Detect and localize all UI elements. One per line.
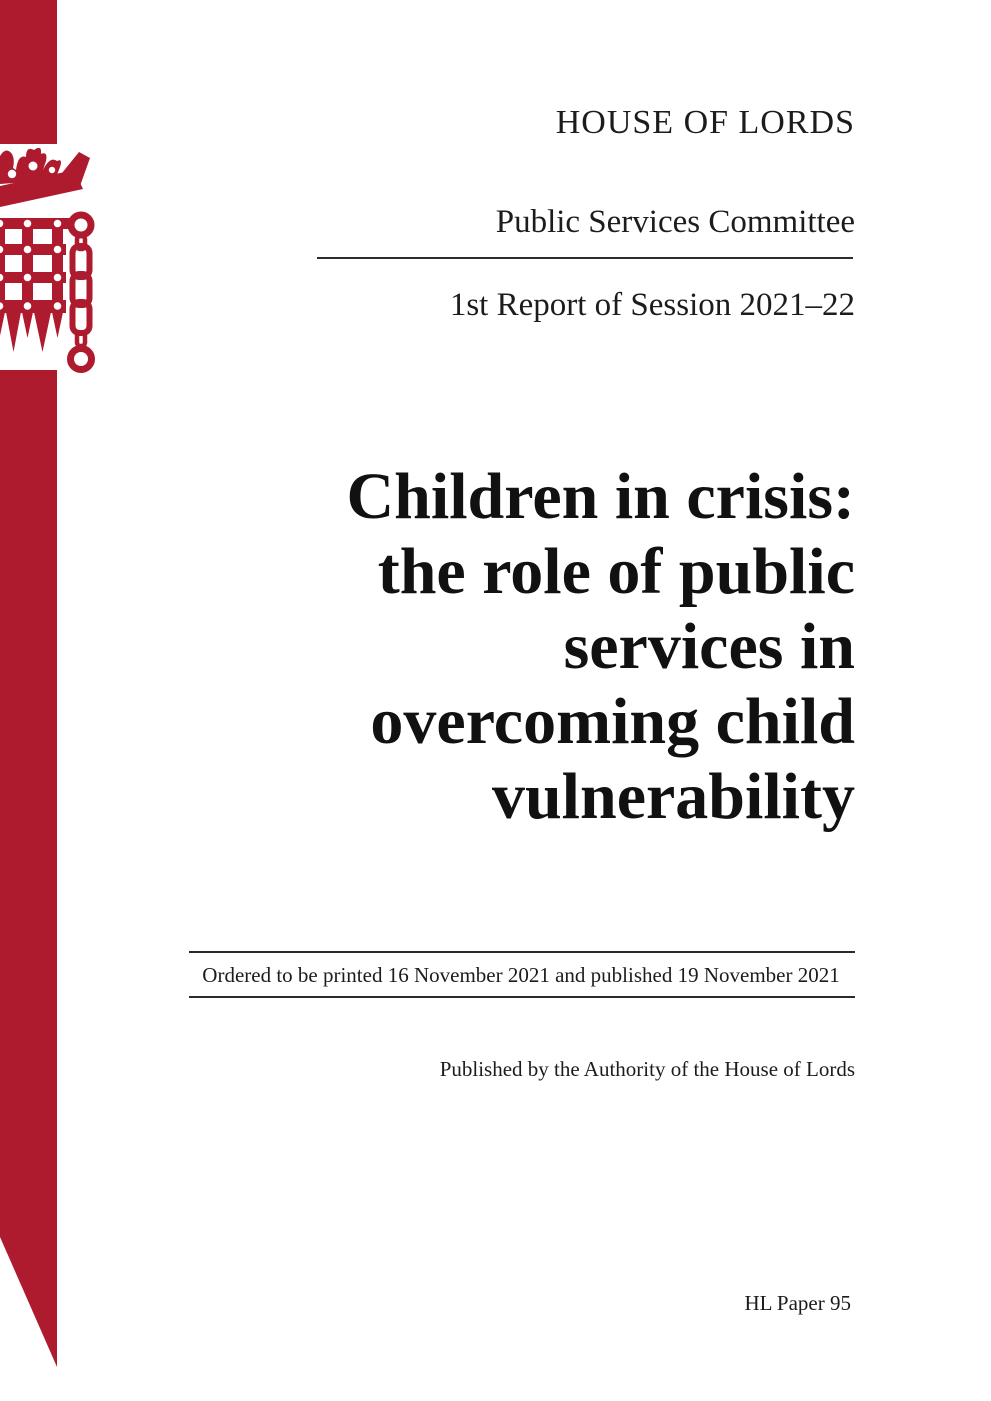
report-title-line-2: the role of public	[377, 535, 855, 608]
report-title-line-3: services in	[563, 610, 855, 683]
report-title-line-5: vulnerability	[491, 760, 855, 833]
red-ribbon-top	[0, 0, 57, 144]
header-divider-rule	[317, 257, 853, 259]
paper-number: HL Paper 95	[744, 1291, 851, 1315]
report-title	[346, 459, 855, 834]
report-title-line-4: overcoming child	[370, 685, 855, 758]
session-report-line: 1st Report of Session 2021–22	[449, 287, 855, 323]
order-to-print-line: Ordered to be printed 16 November 2021 and published 19 November 2021	[202, 963, 840, 987]
committee-name: Public Services Committee	[495, 204, 855, 240]
portcullis-icon	[0, 148, 100, 376]
house-of-lords-logo	[0, 148, 100, 376]
imprint-rule-bottom	[189, 996, 855, 998]
red-ribbon-body	[0, 370, 57, 1237]
report-title-line-1: Children in crisis:	[346, 460, 855, 533]
institution-title: HOUSE OF LORDS	[555, 104, 855, 141]
publisher-line: Published by the Authority of the House of Lords	[439, 1057, 855, 1081]
imprint-rule-top	[189, 951, 855, 953]
red-ribbon-point	[0, 1237, 57, 1367]
